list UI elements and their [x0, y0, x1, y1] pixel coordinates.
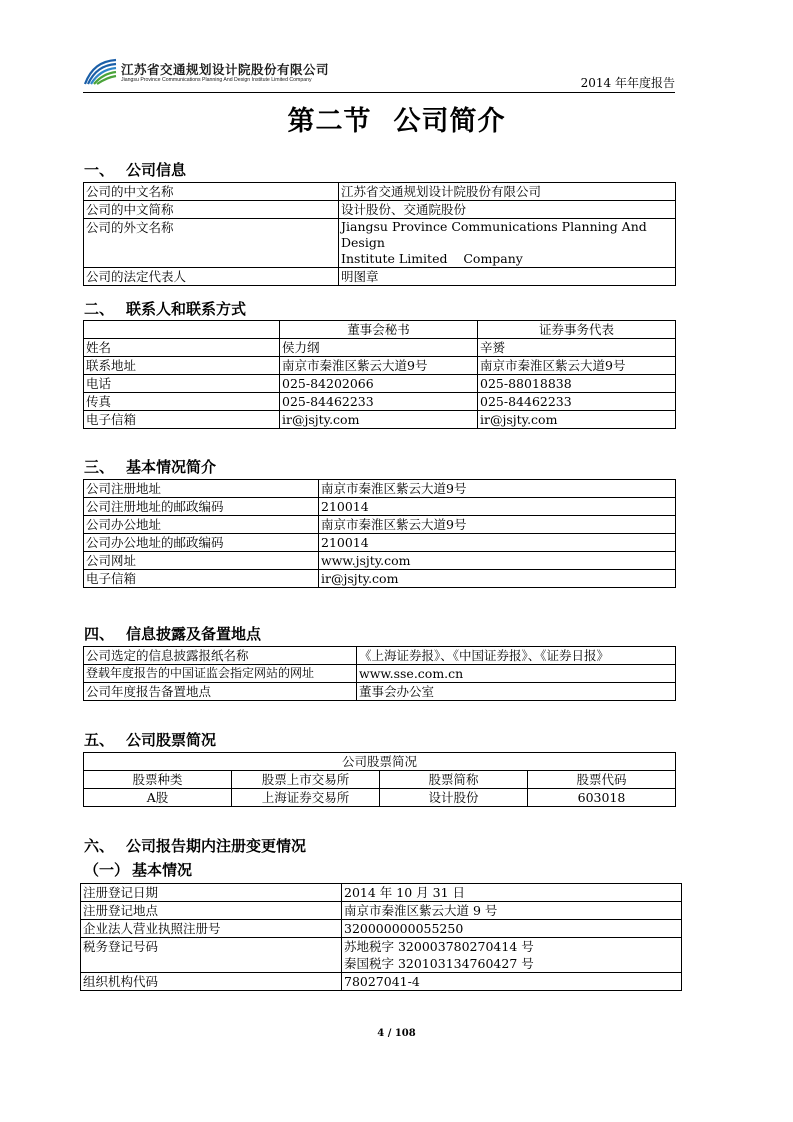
- table-cell: 公司年度报告备置地点: [84, 683, 357, 701]
- title-section-number: 第二节: [287, 106, 372, 137]
- table-cell: 320000000055250: [342, 920, 682, 938]
- table-row: [81, 938, 682, 973]
- table-cell: 603018: [528, 789, 676, 807]
- table-cell: 210014: [319, 498, 676, 516]
- table-row: [84, 552, 676, 570]
- table-cell: ir@jsjty.com: [478, 411, 676, 429]
- table-cell: 南京市秦淮区紫云大道 9 号: [342, 902, 682, 920]
- table-cell: 公司注册地址: [84, 480, 319, 498]
- table-cell: www.sse.com.cn: [357, 665, 676, 683]
- table-cell: 辛赟: [478, 339, 676, 357]
- table-cell: A股: [84, 789, 232, 807]
- table-cell: 电子信箱: [84, 570, 319, 588]
- page-number: 4 / 108: [377, 1028, 416, 1039]
- table-cell: 210014: [319, 534, 676, 552]
- section-5-heading: 五、 公司股票简况: [84, 731, 217, 749]
- table-row: [84, 183, 676, 201]
- table-cell: www.jsjty.com: [319, 552, 676, 570]
- table-cell: ir@jsjty.com: [319, 570, 676, 588]
- registration-table: [80, 883, 682, 991]
- header-divider: [83, 92, 675, 93]
- table-cell: 南京市秦淮区紫云大道9号: [319, 516, 676, 534]
- table-cell: 公司股票简况: [84, 753, 676, 771]
- table-cell: 联系地址: [84, 357, 280, 375]
- table-cell: 公司办公地址: [84, 516, 319, 534]
- table-cell: 南京市秦淮区紫云大道9号: [478, 357, 676, 375]
- company-info-table: [83, 182, 676, 286]
- table-cell: 南京市秦淮区紫云大道9号: [280, 357, 478, 375]
- table-cell: 董事会办公室: [357, 683, 676, 701]
- table-cell: 025-84462233: [280, 393, 478, 411]
- table-cell: 025-84462233: [478, 393, 676, 411]
- table-cell: 股票代码: [528, 771, 676, 789]
- table-cell: 登载年度报告的中国证监会指定网站的网址: [84, 665, 357, 683]
- table-cell: 2014 年 10 月 31 日: [342, 884, 682, 902]
- table-cell: 《上海证券报》、《中国证券报》、《证券日报》: [357, 647, 676, 665]
- table-cell: 传真: [84, 393, 280, 411]
- section-6-heading: 六、 公司报告期内注册变更情况: [84, 837, 307, 855]
- table-cell: 苏地税字 320003780270414 号 秦国税字 320103134760427 号: [342, 938, 682, 973]
- table-cell: 设计股份: [380, 789, 528, 807]
- title-text: 公司简介: [393, 106, 506, 137]
- table-row: [81, 902, 682, 920]
- subsection-basic-heading: （一） 基本情况: [84, 861, 193, 879]
- company-name-en: Jiangsu Province Communications Planning And Design Institute Limited Company: [121, 77, 312, 83]
- section-1-heading: 一、 公司信息: [84, 161, 187, 179]
- table-cell: 侯力纲: [280, 339, 478, 357]
- table-cell: 企业法人营业执照注册号: [81, 920, 342, 938]
- table-cell: 姓名: [84, 339, 280, 357]
- table-row: [84, 516, 676, 534]
- table-cell: 电子信箱: [84, 411, 280, 429]
- table-cell: 江苏省交通规划设计院股份有限公司: [339, 183, 676, 201]
- table-row: [81, 973, 682, 991]
- table-cell: 025-84202066: [280, 375, 478, 393]
- table-cell: 78027041-4: [342, 973, 682, 991]
- table-cell: 公司的中文简称: [84, 201, 339, 219]
- basic-info-table: [83, 479, 676, 588]
- table-cell: 组织机构代码: [81, 973, 342, 991]
- report-year: 2014 年年度报告: [580, 76, 675, 90]
- table-cell: 南京市秦淮区紫云大道9号: [319, 480, 676, 498]
- table-cell: 电话: [84, 375, 280, 393]
- table-row: [84, 393, 676, 411]
- table-row: [84, 789, 676, 807]
- company-name-cn: 江苏省交通规划设计院股份有限公司: [121, 62, 330, 77]
- table-row: [84, 498, 676, 516]
- page-title: [0, 99, 793, 138]
- table-cell: 公司注册地址的邮政编码: [84, 498, 319, 516]
- table-row: [84, 480, 676, 498]
- table-row: [84, 683, 676, 701]
- table-row: [81, 884, 682, 902]
- table-cell: Jiangsu Province Communications Planning And Design Institute Limited Company: [339, 219, 676, 268]
- table-cell: 上海证券交易所: [232, 789, 380, 807]
- table-row: [84, 339, 676, 357]
- table-cell: 公司选定的信息披露报纸名称: [84, 647, 357, 665]
- table-cell: 明图章: [339, 268, 676, 286]
- table-row: [84, 219, 676, 268]
- table-cell: 公司的中文名称: [84, 183, 339, 201]
- table-row: [84, 201, 676, 219]
- table-row: [84, 411, 676, 429]
- table-cell: 董事会秘书: [280, 321, 478, 339]
- table-cell: 税务登记号码: [81, 938, 342, 973]
- disclosure-table: [83, 646, 676, 701]
- table-row: [84, 570, 676, 588]
- table-cell: 设计股份、交通院股份: [339, 201, 676, 219]
- table-row: [84, 375, 676, 393]
- table-cell: 公司办公地址的邮政编码: [84, 534, 319, 552]
- table-row: [84, 534, 676, 552]
- table-row: [84, 647, 676, 665]
- table-cell: 公司的法定代表人: [84, 268, 339, 286]
- section-2-heading: 二、 联系人和联系方式: [84, 300, 247, 318]
- table-cell: 股票简称: [380, 771, 528, 789]
- table-row: [84, 268, 676, 286]
- stock-table: [83, 752, 676, 807]
- table-row: [84, 665, 676, 683]
- table-header-row: [84, 321, 676, 339]
- table-cell: ir@jsjty.com: [280, 411, 478, 429]
- company-logo-icon: [83, 58, 117, 86]
- table-cell: [84, 321, 280, 339]
- table-cell: 注册登记日期: [81, 884, 342, 902]
- table-cell: 025-88018838: [478, 375, 676, 393]
- table-cell: 公司网址: [84, 552, 319, 570]
- contact-table: [83, 320, 676, 429]
- table-header-row: [84, 771, 676, 789]
- table-cell: 证券事务代表: [478, 321, 676, 339]
- table-row: [81, 920, 682, 938]
- section-4-heading: 四、 信息披露及备置地点: [84, 625, 262, 643]
- table-cell: 公司的外文名称: [84, 219, 339, 268]
- section-3-heading: 三、 基本情况简介: [84, 458, 217, 476]
- table-cell: 股票种类: [84, 771, 232, 789]
- table-cell: 股票上市交易所: [232, 771, 380, 789]
- table-cell: 注册登记地点: [81, 902, 342, 920]
- page-header: [83, 56, 675, 92]
- table-row: [84, 357, 676, 375]
- table-caption-row: [84, 753, 676, 771]
